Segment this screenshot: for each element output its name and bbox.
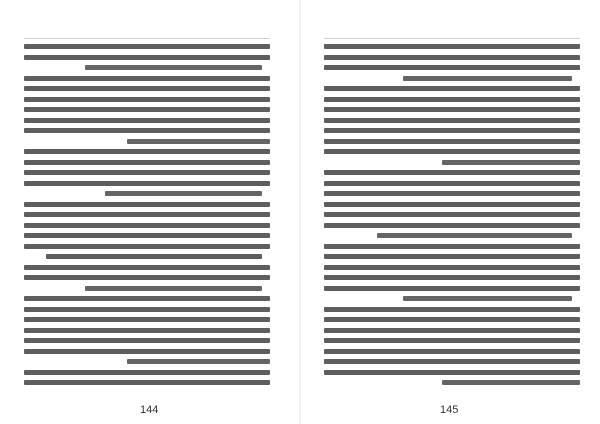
text-line <box>24 370 270 375</box>
text-line <box>24 328 270 333</box>
left-page-number: 144 <box>140 404 159 416</box>
text-line <box>24 349 270 354</box>
text-line <box>24 76 270 81</box>
right-page <box>300 0 600 424</box>
text-line <box>324 370 580 375</box>
text-line <box>24 86 270 91</box>
text-line <box>24 202 270 207</box>
left-page-header-rule <box>24 38 270 39</box>
text-line <box>324 44 580 49</box>
text-line <box>24 97 270 102</box>
text-line <box>105 191 262 196</box>
text-line <box>85 65 262 70</box>
text-line <box>127 359 270 364</box>
text-line <box>24 149 270 154</box>
text-line <box>324 202 580 207</box>
text-line <box>324 286 580 291</box>
text-line <box>324 265 580 270</box>
text-line <box>24 307 270 312</box>
text-line <box>324 212 580 217</box>
text-line <box>24 55 270 60</box>
text-line <box>403 76 572 81</box>
text-line <box>24 338 270 343</box>
text-line <box>24 44 270 49</box>
text-line <box>324 359 580 364</box>
text-line <box>24 380 270 385</box>
text-line <box>324 338 580 343</box>
text-line <box>24 317 270 322</box>
text-line <box>24 275 270 280</box>
text-line <box>324 86 580 91</box>
text-line <box>24 265 270 270</box>
text-line <box>403 296 572 301</box>
text-line <box>24 118 270 123</box>
text-line <box>24 212 270 217</box>
text-line <box>46 254 262 259</box>
text-line <box>324 139 580 144</box>
text-line <box>442 380 580 385</box>
text-line <box>324 65 580 70</box>
text-line <box>324 275 580 280</box>
text-line <box>324 181 580 186</box>
text-line <box>324 55 580 60</box>
text-line <box>324 107 580 112</box>
text-line <box>324 317 580 322</box>
text-line <box>24 244 270 249</box>
text-line <box>324 118 580 123</box>
text-line <box>127 139 270 144</box>
text-line <box>377 233 572 238</box>
text-line <box>24 160 270 165</box>
text-line <box>324 307 580 312</box>
text-line <box>324 328 580 333</box>
right-page-number: 145 <box>440 404 459 416</box>
left-page-text-block <box>24 44 270 391</box>
text-line <box>324 223 580 228</box>
text-line <box>324 97 580 102</box>
text-line <box>24 170 270 175</box>
right-page-text-block <box>324 44 580 391</box>
text-line <box>324 349 580 354</box>
text-line <box>85 286 262 291</box>
right-page-header-rule <box>324 38 580 39</box>
text-line <box>324 149 580 154</box>
text-line <box>24 128 270 133</box>
text-line <box>24 223 270 228</box>
text-line <box>324 254 580 259</box>
text-line <box>324 170 580 175</box>
text-line <box>324 244 580 249</box>
text-line <box>324 128 580 133</box>
text-line <box>324 191 580 196</box>
text-line <box>24 107 270 112</box>
text-line <box>24 296 270 301</box>
text-line <box>442 160 580 165</box>
text-line <box>24 181 270 186</box>
text-line <box>24 233 270 238</box>
